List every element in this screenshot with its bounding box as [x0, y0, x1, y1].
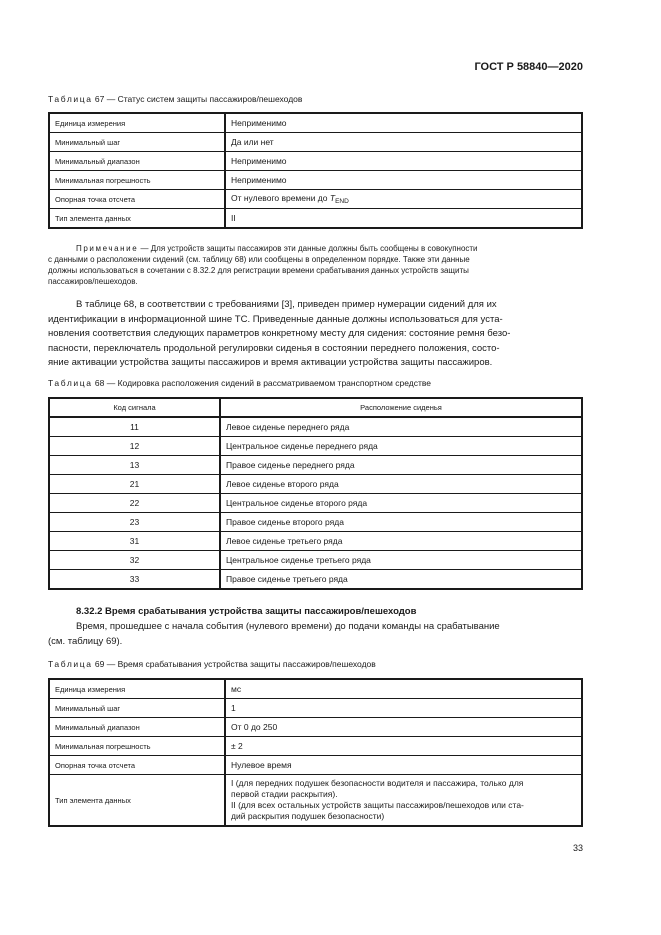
table-cell-key: Минимальный шаг — [49, 699, 225, 718]
table-row — [49, 756, 582, 775]
section-heading: 8.32.2 Время срабатывания устройства защиты пассажиров/пешеходов — [76, 606, 417, 617]
signal-code: 13 — [49, 456, 220, 475]
note-line: должны использоваться в сочетании с 8.32.2 для регистрации времени срабатывания данных устройств защиты — [48, 266, 469, 275]
table-cell-value — [225, 775, 582, 827]
table-row — [49, 775, 582, 827]
column-header-code: Код сигнала — [49, 398, 220, 417]
signal-code: 21 — [49, 475, 220, 494]
table-row — [49, 570, 582, 590]
seat-location: Центральное сиденье третьего ряда — [220, 551, 582, 570]
signal-code: 32 — [49, 551, 220, 570]
table-cell-key: Минимальная погрешность — [49, 171, 225, 190]
signal-code: 33 — [49, 570, 220, 590]
seat-location: Левое сиденье переднего ряда — [220, 417, 582, 437]
table-cell-key: Тип элемента данных — [49, 209, 225, 229]
paragraph-line: Время, прошедшее с начала события (нулевого времени) до подачи команды на срабатывание — [76, 621, 500, 632]
seat-location: Левое сиденье третьего ряда — [220, 532, 582, 551]
table-cell-value: Неприменимо — [225, 113, 582, 133]
table-69 — [48, 678, 583, 827]
table-cell-key: Минимальный диапазон — [49, 152, 225, 171]
table-68-caption — [48, 378, 431, 388]
paragraph-line: новления соответствия следующих параметров конкретному месту для сидения: состояние ремня безо- — [48, 328, 511, 339]
note-label: Примечание — [76, 244, 139, 253]
note-text: — Для устройств защиты пассажиров эти данные должны быть сообщены в совокупности — [138, 244, 478, 253]
table-row — [49, 417, 582, 437]
cell-line: I (для передних подушек безопасности водителя и пассажира, только для — [231, 778, 524, 788]
table-cell-key: Опорная точка отсчета — [49, 190, 225, 209]
table-row — [49, 513, 582, 532]
table-row — [49, 718, 582, 737]
cell-line: первой стадии раскрытия). — [231, 789, 338, 799]
paragraph-activation-time — [48, 620, 583, 649]
table-cell-value: От 0 до 250 — [225, 718, 582, 737]
paragraph-line: пасности, переключатель продольной регулировки сиденья в состоянии переднего положения, состо- — [48, 342, 500, 354]
paragraph-seat-numbering — [48, 298, 583, 371]
reference-time-text: От нулевого времени до T — [231, 193, 336, 203]
table-row — [49, 171, 582, 190]
table-row — [49, 699, 582, 718]
table-69-caption — [48, 659, 376, 669]
cell-line: дий раскрытия подушек безопасности) — [231, 811, 385, 821]
table-cell-key: Минимальный диапазон — [49, 718, 225, 737]
signal-code: 23 — [49, 513, 220, 532]
table-row — [49, 113, 582, 133]
table-row — [49, 475, 582, 494]
table-row — [49, 133, 582, 152]
paragraph-line: В таблице 68, в соответствии с требованиями [3], приведен пример нумерации сидений для их — [76, 299, 497, 310]
table-row — [49, 494, 582, 513]
paragraph-line: идентификации в информационной шине ТС. Приведенные данные должны использоваться для уста- — [48, 313, 503, 325]
table-69-caption-word: Таблица — [48, 659, 93, 669]
table-row — [49, 152, 582, 171]
table-cell-value: Неприменимо — [225, 152, 582, 171]
seat-location: Центральное сиденье второго ряда — [220, 494, 582, 513]
note-line: с данными о расположении сидений (см. таблицу 68) или сообщены в определенном порядке. Также эти данные — [48, 255, 470, 264]
table-cell-value: Да или нет — [225, 133, 582, 152]
table-cell-value: Неприменимо — [225, 171, 582, 190]
table-cell-key: Опорная точка отсчета — [49, 756, 225, 775]
table-67-caption-word: Таблица — [48, 94, 93, 104]
seat-location: Правое сиденье второго ряда — [220, 513, 582, 532]
signal-code: 11 — [49, 417, 220, 437]
note-block — [48, 243, 583, 287]
seat-location: Правое сиденье третьего ряда — [220, 570, 582, 590]
table-cell-key: Минимальная погрешность — [49, 737, 225, 756]
seat-location: Центральное сиденье переднего ряда — [220, 437, 582, 456]
table-cell-key: Минимальный шаг — [49, 133, 225, 152]
table-header-row — [49, 398, 582, 417]
table-69-caption-text: 69 — Время срабатывания устройства защиты пассажиров/пешеходов — [92, 659, 376, 669]
standard-header: ГОСТ Р 58840—2020 — [474, 61, 583, 73]
paragraph-line: (см. таблицу 69). — [48, 635, 123, 647]
table-row — [49, 437, 582, 456]
paragraph-line: яние активации устройства защиты пассажиров и время активации устройства защиты пассажиров. — [48, 357, 493, 368]
column-header-location: Расположение сиденья — [220, 398, 582, 417]
table-cell-value: ± 2 — [225, 737, 582, 756]
table-cell-value: Нулевое время — [225, 756, 582, 775]
table-cell-key: Тип элемента данных — [49, 775, 225, 827]
table-67-caption-text: 67 — Статус систем защиты пассажиров/пешеходов — [92, 94, 303, 104]
table-row — [49, 737, 582, 756]
page-number: 33 — [572, 843, 583, 853]
table-68-caption-text: 68 — Кодировка расположения сидений в рассматриваемом транспортном средстве — [92, 378, 432, 388]
table-cell-key: Единица измерения — [49, 679, 225, 699]
table-row — [49, 209, 582, 229]
table-67 — [48, 112, 583, 229]
cell-line: II (для всех остальных устройств защиты пассажиров/пешеходов или ста- — [231, 800, 524, 810]
table-row — [49, 679, 582, 699]
table-row — [49, 190, 582, 209]
signal-code: 31 — [49, 532, 220, 551]
table-68-caption-word: Таблица — [48, 378, 93, 388]
note-line: пассажиров/пешеходов. — [48, 277, 138, 286]
table-67-caption — [48, 94, 302, 104]
table-68 — [48, 397, 583, 590]
note-line — [48, 243, 583, 254]
table-cell-key: Единица измерения — [49, 113, 225, 133]
reference-time-subscript: END — [335, 198, 349, 205]
table-row — [49, 532, 582, 551]
table-cell-value: 1 — [225, 699, 582, 718]
table-cell-value: мс — [225, 679, 582, 699]
table-row — [49, 551, 582, 570]
signal-code: 22 — [49, 494, 220, 513]
signal-code: 12 — [49, 437, 220, 456]
seat-location: Правое сиденье переднего ряда — [220, 456, 582, 475]
reference-time-symbol: T — [329, 193, 336, 203]
seat-location: Левое сиденье второго ряда — [220, 475, 582, 494]
table-cell-value — [225, 190, 582, 209]
table-cell-value: II — [225, 209, 582, 229]
table-row — [49, 456, 582, 475]
